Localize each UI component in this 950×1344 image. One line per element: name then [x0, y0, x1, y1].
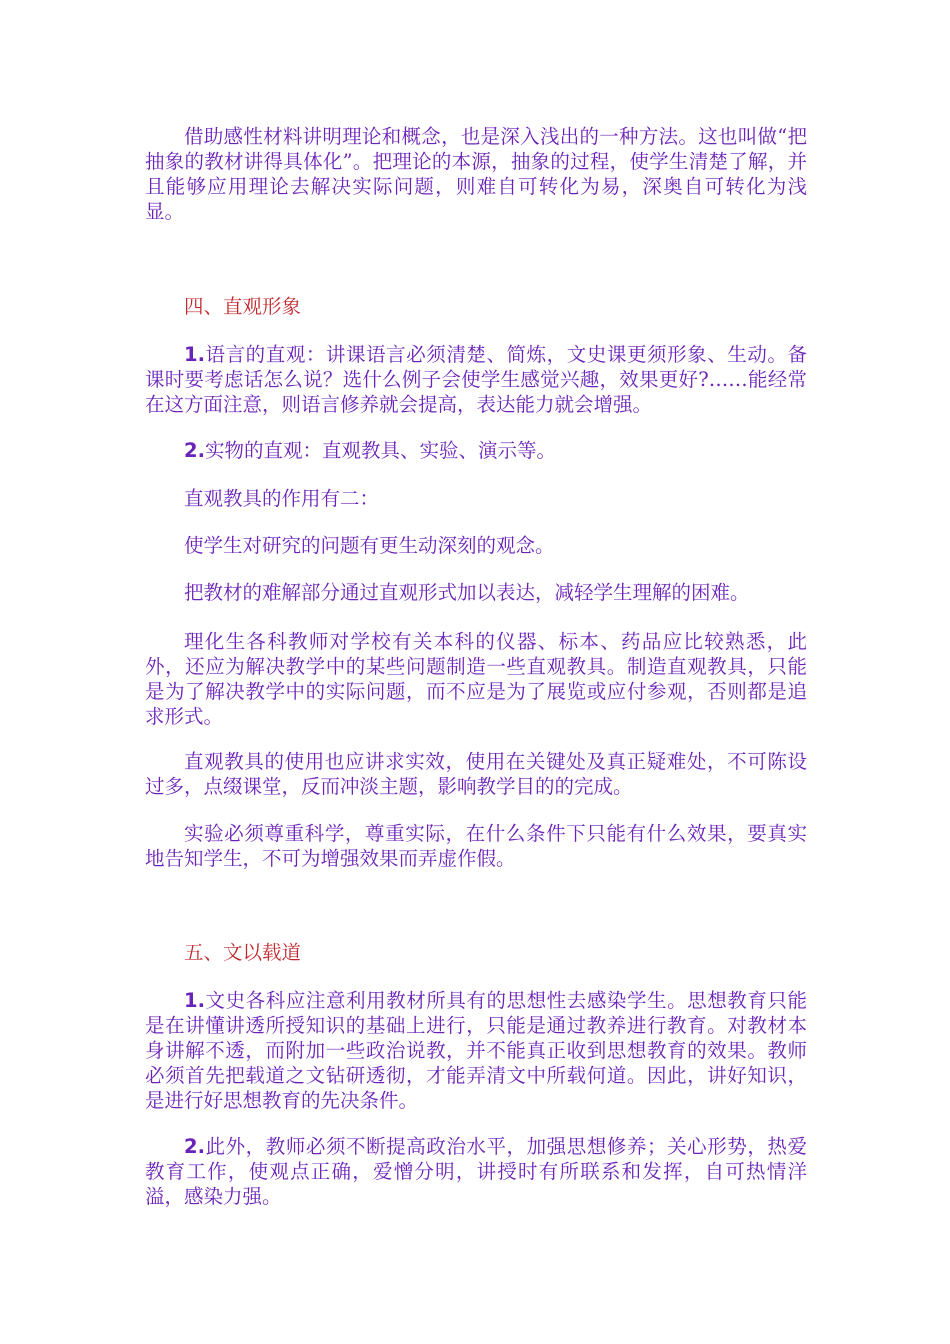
section4-paragraph-4: 使学生对研究的问题有更生动深刻的观念。: [184, 534, 555, 557]
item-text: 此外，教师必须不断提高政治水平，加强思想修养；关心形势，热爱教育工作，使观点正确，爱憎分明，讲授时有所联系和发挥，自可热情洋溢，感染力强。: [145, 1135, 807, 1208]
section4-paragraph-5: 把教材的难解部分通过直观形式加以表达，减轻学生理解的困难。: [184, 581, 750, 604]
section5-paragraph-1: [145, 988, 807, 1113]
section4-paragraph-2: [145, 438, 807, 463]
section-heading-4: 四、直观形象: [184, 295, 302, 318]
item-number: 1.: [184, 989, 205, 1012]
section5-paragraph-2: [145, 1134, 807, 1209]
item-number: 2.: [184, 1135, 205, 1158]
intro-paragraph: 借助感性材料讲明理论和概念，也是深入浅出的一种方法。这也叫做“把抽象的教材讲得具体化”。把理论的本源，抽象的过程，使学生清楚了解，并且能够应用理论去解决实际问题，则难自可转化为易，深奥自可转化为浅显。: [145, 125, 807, 223]
section4-paragraph-1: [145, 342, 807, 417]
item-text: 语言的直观：讲课语言必须清楚、简炼，文史课更须形象、生动。备课时要考虑话怎么说？选什么例子会使学生感觉兴趣，效果更好?……能经常在这方面注意，则语言修养就会提高，表达能力就会增强。: [145, 343, 807, 416]
item-text: 实物的直观：直观教具、实验、演示等。: [204, 439, 556, 462]
item-number: 1.: [184, 343, 205, 366]
section4-paragraph-6: 理化生各科教师对学校有关本科的仪器、标本、药品应比较熟悉，此外，还应为解决教学中的某些问题制造一些直观教具。制造直观教具，只能是为了解决教学中的实际问题，而不应是为了展览或应付参观，否则都是追求形式。: [145, 630, 807, 728]
section-heading-5: 五、文以载道: [184, 941, 302, 964]
item-text: 文史各科应注意利用教材所具有的思想性去感染学生。思想教育只能是在讲懂讲透所授知识的基础上进行，只能是通过教养进行教育。对教材本身讲解不透，而附加一些政治说教，并不能真正收到思想教育的效果。教师必须首先把载道之文钻研透彻，才能弄清文中所载何道。因此，讲好知识，是进行好思想教育的先决条件。: [145, 989, 807, 1112]
item-number: 2.: [184, 439, 205, 462]
section4-paragraph-3: 直观教具的作用有二：: [184, 487, 380, 510]
section4-paragraph-8: 实验必须尊重科学，尊重实际，在什么条件下只能有什么效果，要真实地告知学生，不可为增强效果而弄虚作假。: [145, 822, 807, 870]
section4-paragraph-7: 直观教具的使用也应讲求实效，使用在关键处及真正疑难处，不可陈设过多，点缀课堂，反而冲淡主题，影响教学目的的完成。: [145, 750, 807, 798]
